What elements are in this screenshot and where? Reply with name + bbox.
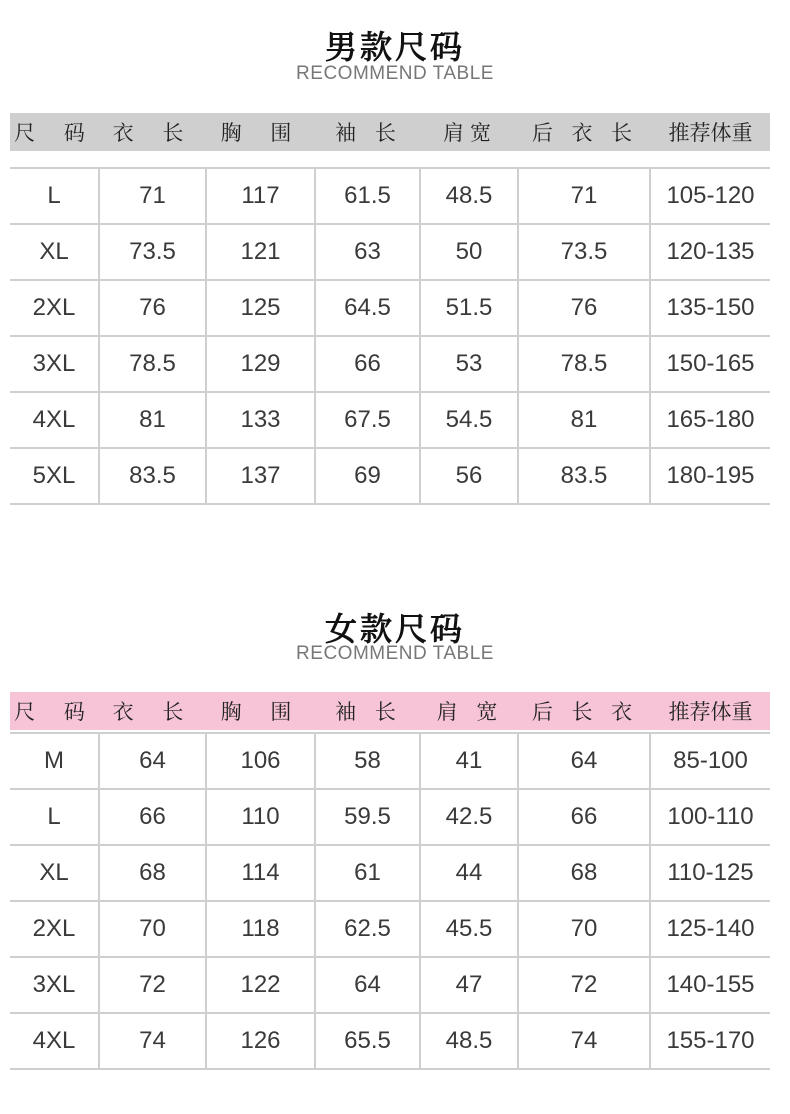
table-cell: 48.5 [421,169,519,223]
header-weight: 推荐体重 [668,700,753,724]
table-cell: 121 [207,225,316,279]
header-shoulder: 肩宽 [443,121,497,145]
table-row [10,449,770,505]
table-cell: 45.5 [421,902,519,956]
table-cell: 2XL [10,281,100,335]
table-cell: 140-155 [666,971,755,998]
women-size-title: 女款尺码 [324,610,465,648]
women-size-subtitle: RECOMMEND TABLE [296,643,494,664]
header-chest: 胸 围 [220,700,303,724]
header-shoulder: 肩 宽 [436,700,504,724]
table-cell: 72 [100,958,207,1012]
table-cell: 64 [316,958,421,1012]
table-cell: 70 [519,902,651,956]
header-size: 尺 码 [14,700,96,724]
women-table-header [10,692,770,730]
table-cell: 76 [519,281,651,335]
men-size-subtitle: RECOMMEND TABLE [296,63,494,84]
table-cell: 106 [207,734,316,788]
table-cell: 53 [421,337,519,391]
table-cell: 5XL [10,449,100,503]
men-table-header [10,113,770,151]
table-cell: 85-100 [673,747,748,774]
table-cell: 120-135 [666,238,755,265]
table-cell: 73.5 [100,225,207,279]
table-cell: 74 [100,1014,207,1068]
table-cell: 76 [100,281,207,335]
table-cell: 51.5 [421,281,519,335]
table-cell: 72 [519,958,651,1012]
table-cell: 117 [207,169,316,223]
header-sleeve: 袖 长 [335,121,402,145]
table-cell: 125 [207,281,316,335]
table-cell: 61 [316,846,421,900]
table-cell: 110-125 [667,859,754,886]
table-cell: 48.5 [421,1014,519,1068]
table-row [10,790,770,846]
table-cell: 71 [100,169,207,223]
table-cell: 59.5 [316,790,421,844]
table-cell: 66 [316,337,421,391]
header-length: 衣 长 [112,700,195,724]
table-cell: 83.5 [519,449,651,503]
table-row [10,958,770,1014]
table-cell: 100-110 [667,803,754,830]
header-back-length: 后 长 衣 [531,700,639,724]
table-cell: 2XL [10,902,100,956]
table-cell: L [10,169,100,223]
table-cell: 3XL [10,337,100,391]
table-cell: XL [10,225,100,279]
table-cell: 180-195 [666,462,755,489]
table-cell: 133 [207,393,316,447]
men-size-table [10,167,770,505]
table-cell: 41 [421,734,519,788]
women-size-table [10,732,770,1070]
table-cell: 83.5 [100,449,207,503]
table-cell: XL [10,846,100,900]
table-cell: 47 [421,958,519,1012]
table-cell: 4XL [10,1014,100,1068]
header-weight: 推荐体重 [668,121,753,145]
table-cell: 68 [100,846,207,900]
header-chest: 胸 围 [220,121,303,145]
table-cell: 78.5 [100,337,207,391]
table-cell: 73.5 [519,225,651,279]
table-cell: 125-140 [666,915,755,942]
header-sleeve: 袖 长 [335,700,402,724]
table-cell: 63 [316,225,421,279]
table-cell: M [10,734,100,788]
table-cell: 62.5 [316,902,421,956]
table-cell: 135-150 [666,294,755,321]
table-cell: 114 [207,846,316,900]
table-cell: L [10,790,100,844]
table-cell: 165-180 [666,406,755,433]
table-cell: 3XL [10,958,100,1012]
table-cell: 42.5 [421,790,519,844]
table-row [10,734,770,790]
table-row [10,225,770,281]
table-cell: 137 [207,449,316,503]
table-cell: 56 [421,449,519,503]
table-row [10,393,770,449]
table-cell: 67.5 [316,393,421,447]
header-back-length: 后 衣 长 [531,121,639,145]
table-cell: 155-170 [666,1027,755,1054]
table-cell: 50 [421,225,519,279]
header-size: 尺 码 [14,121,96,145]
table-row [10,281,770,337]
table-cell: 65.5 [316,1014,421,1068]
table-cell: 64 [519,734,651,788]
table-cell: 110 [207,790,316,844]
table-cell: 122 [207,958,316,1012]
men-size-title: 男款尺码 [324,28,465,66]
table-cell: 64.5 [316,281,421,335]
table-cell: 69 [316,449,421,503]
table-cell: 44 [421,846,519,900]
table-cell: 70 [100,902,207,956]
table-cell: 81 [519,393,651,447]
table-cell: 126 [207,1014,316,1068]
table-cell: 54.5 [421,393,519,447]
table-cell: 64 [100,734,207,788]
table-cell: 105-120 [666,182,755,209]
table-cell: 129 [207,337,316,391]
table-cell: 81 [100,393,207,447]
table-cell: 66 [100,790,207,844]
table-row [10,337,770,393]
header-length: 衣 长 [112,121,195,145]
table-cell: 4XL [10,393,100,447]
table-cell: 68 [519,846,651,900]
table-cell: 118 [207,902,316,956]
table-row [10,902,770,958]
table-cell: 78.5 [519,337,651,391]
table-cell: 66 [519,790,651,844]
table-cell: 58 [316,734,421,788]
table-cell: 61.5 [316,169,421,223]
table-row [10,169,770,225]
table-row [10,1014,770,1070]
table-row [10,846,770,902]
table-cell: 150-165 [666,350,755,377]
table-cell: 74 [519,1014,651,1068]
table-cell: 71 [519,169,651,223]
